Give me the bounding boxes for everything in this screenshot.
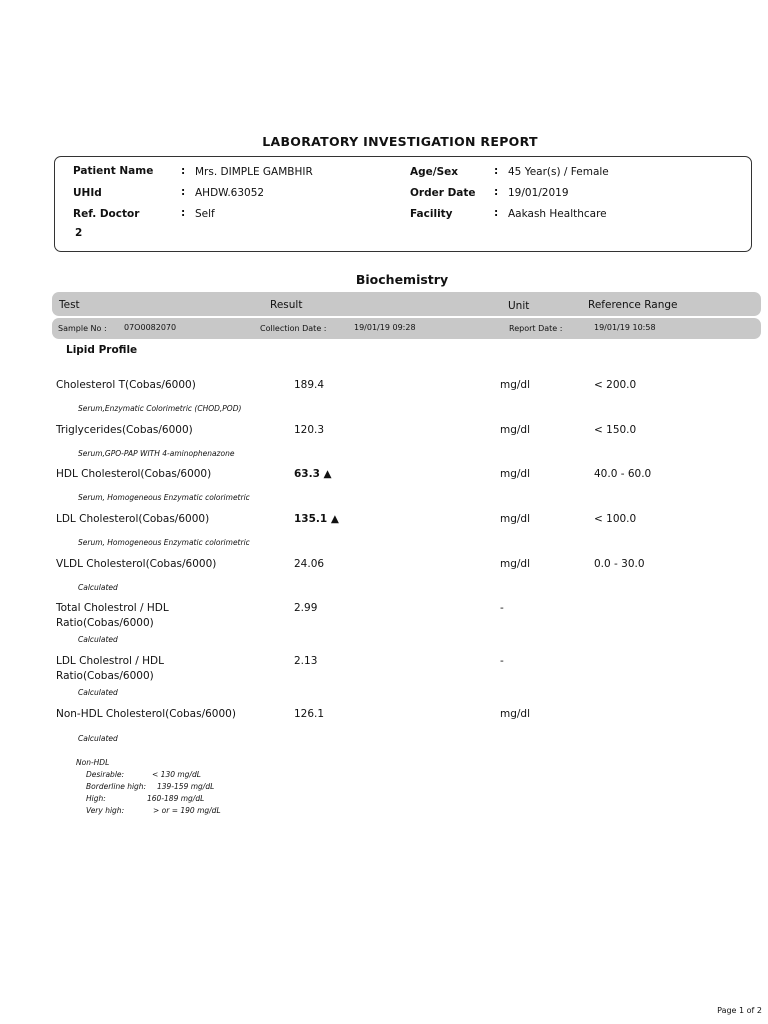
page-number: Page 1 of 2 xyxy=(717,1006,762,1015)
age-sex-value: 45 Year(s) / Female xyxy=(508,166,609,178)
colon: : xyxy=(494,186,499,198)
test-result: 120.3 xyxy=(294,424,325,436)
test-result: 189.4 xyxy=(294,379,325,391)
report-date-label: Report Date : xyxy=(509,324,563,333)
patient-name-value: Mrs. DIMPLE GAMBHIR xyxy=(195,166,313,178)
test-unit: mg/dl xyxy=(500,468,531,480)
sample-no-value: 07O0082070 xyxy=(124,323,177,332)
col-test: Test xyxy=(59,299,80,311)
order-date-value: 19/01/2019 xyxy=(508,187,569,199)
test-name-line2: Ratio(Cobas/6000) xyxy=(56,617,154,629)
test-method: Serum, Homogeneous Enzymatic colorimetric xyxy=(78,538,250,547)
note-value: > or = 190 mg/dL xyxy=(153,806,221,815)
group-title: Lipid Profile xyxy=(66,344,138,356)
test-unit: mg/dl xyxy=(500,708,531,720)
col-result: Result xyxy=(270,299,303,311)
test-name: Cholesterol T(Cobas/6000) xyxy=(56,379,196,391)
test-name-line1: Total Cholestrol / HDL xyxy=(56,602,169,614)
report-date-value: 19/01/19 10:58 xyxy=(594,323,656,332)
patient-name-label: Patient Name xyxy=(73,165,154,177)
test-method: Calculated xyxy=(78,688,118,697)
test-name: LDL Cholesterol(Cobas/6000) xyxy=(56,513,210,525)
note-value: < 130 mg/dL xyxy=(152,770,201,779)
test-result: 2.99 xyxy=(294,602,318,614)
test-reference: 40.0 - 60.0 xyxy=(594,468,652,480)
facility-label: Facility xyxy=(410,208,453,220)
test-unit: mg/dl xyxy=(500,513,531,525)
age-sex-label: Age/Sex xyxy=(410,166,459,178)
test-unit: mg/dl xyxy=(500,424,531,436)
note-value: 139-159 mg/dL xyxy=(157,782,215,791)
test-result-high: 135.1 ▲ xyxy=(294,513,339,525)
note-label: Borderline high: xyxy=(86,782,147,791)
test-name: Triglycerides(Cobas/6000) xyxy=(56,424,193,436)
test-method: Calculated xyxy=(78,734,118,743)
collection-date-label: Collection Date : xyxy=(260,324,327,333)
test-unit: - xyxy=(500,602,504,614)
uhid-label: UHId xyxy=(73,187,102,199)
note-label: Very high: xyxy=(86,806,125,815)
facility-value: Aakash Healthcare xyxy=(508,208,607,220)
col-reference: Reference Range xyxy=(588,299,678,311)
test-method: Calculated xyxy=(78,583,118,592)
collection-date-value: 19/01/19 09:28 xyxy=(354,323,416,332)
section-title: Biochemistry xyxy=(355,272,449,287)
test-unit: mg/dl xyxy=(500,558,531,570)
test-result: 24.06 xyxy=(294,558,325,570)
test-unit: - xyxy=(500,655,504,667)
test-reference: < 100.0 xyxy=(594,513,637,525)
ref-doctor-label: Ref. Doctor xyxy=(73,208,140,220)
colon: : xyxy=(494,165,499,177)
ref-doctor-value: Self xyxy=(195,208,215,220)
note-value: 160-189 mg/dL xyxy=(147,794,205,803)
test-reference: < 150.0 xyxy=(594,424,637,436)
test-result: 126.1 xyxy=(294,708,325,720)
test-method: Serum, Homogeneous Enzymatic colorimetric xyxy=(78,493,250,502)
test-result-high: 63.3 ▲ xyxy=(294,468,332,480)
order-date-label: Order Date xyxy=(410,187,476,199)
col-unit: Unit xyxy=(508,300,530,312)
test-result: 2.13 xyxy=(294,655,318,667)
notes-heading: Non-HDL xyxy=(76,758,110,767)
note-label: High: xyxy=(86,794,106,803)
uhid-value: AHDW.63052 xyxy=(195,187,265,199)
colon: : xyxy=(181,207,186,219)
report-title: LABORATORY INVESTIGATION REPORT xyxy=(262,134,538,149)
test-name: HDL Cholesterol(Cobas/6000) xyxy=(56,468,212,480)
colon: : xyxy=(181,165,186,177)
test-name-line2: Ratio(Cobas/6000) xyxy=(56,670,154,682)
note-label: Desirable: xyxy=(86,770,125,779)
patient-extra: 2 xyxy=(75,227,83,239)
test-reference: 0.0 - 30.0 xyxy=(594,558,645,570)
test-method: Calculated xyxy=(78,635,118,644)
test-name: VLDL Cholesterol(Cobas/6000) xyxy=(56,558,217,570)
test-method: Serum,GPO-PAP WITH 4-aminophenazone xyxy=(78,449,235,458)
colon: : xyxy=(494,207,499,219)
test-reference: < 200.0 xyxy=(594,379,637,391)
patient-info-box xyxy=(54,156,752,252)
test-name-line1: LDL Cholestrol / HDL xyxy=(56,655,164,667)
test-name: Non-HDL Cholesterol(Cobas/6000) xyxy=(56,708,236,720)
sample-no-label: Sample No : xyxy=(58,324,107,333)
test-unit: mg/dl xyxy=(500,379,531,391)
colon: : xyxy=(181,186,186,198)
test-method: Serum,Enzymatic Colorimetric (CHOD,POD) xyxy=(78,404,242,413)
